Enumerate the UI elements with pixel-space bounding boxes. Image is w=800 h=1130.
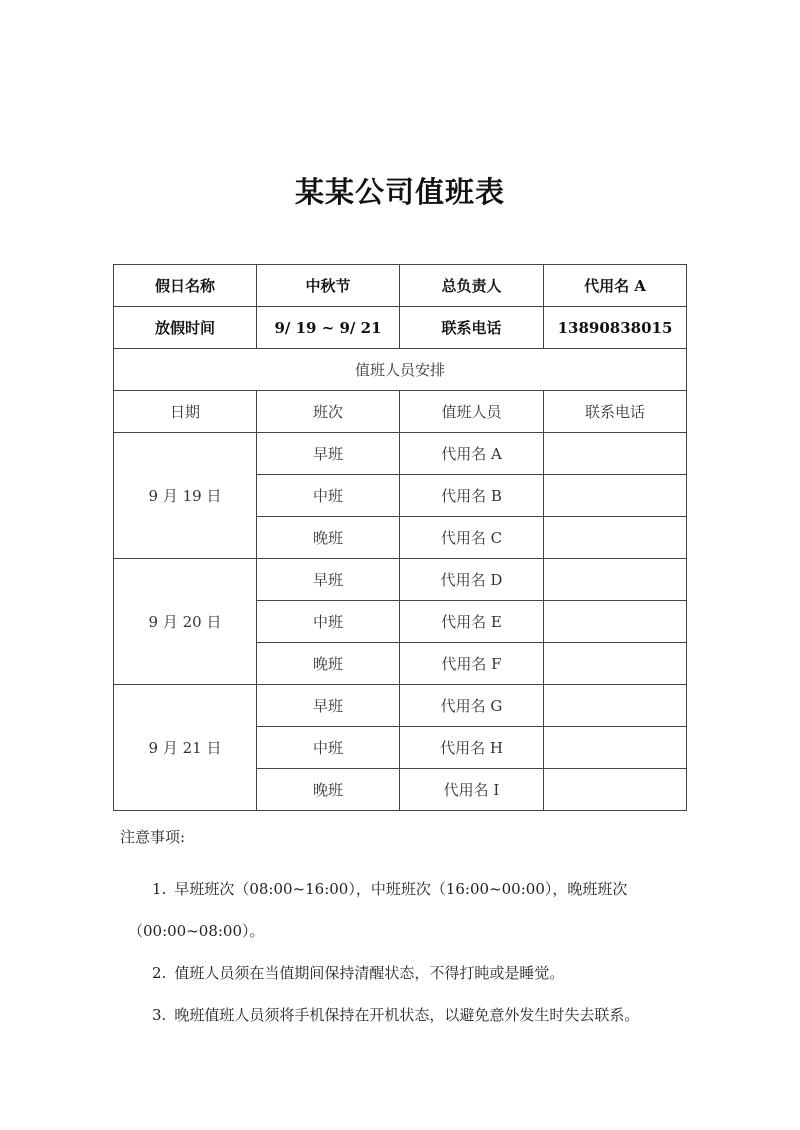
duty-table: [113, 264, 687, 811]
manager-value: 代用名 A: [544, 265, 687, 307]
holiday-value: 中秋节: [257, 265, 400, 307]
shift-cell: 中班: [257, 727, 400, 769]
page-title: 某某公司值班表: [294, 175, 505, 209]
table-row: [114, 685, 687, 727]
shift-cell: 晚班: [257, 769, 400, 811]
column-header-person: 值班人员: [400, 391, 544, 433]
shift-cell: 早班: [257, 433, 400, 475]
period-value: 9/ 19 ~ 9/ 21: [257, 307, 400, 349]
person-cell: 代用名 I: [400, 769, 544, 811]
column-header-row: [114, 391, 687, 433]
person-cell: 代用名 B: [400, 475, 544, 517]
person-cell: 代用名 H: [400, 727, 544, 769]
note-item: [120, 868, 690, 952]
person-cell: 代用名 E: [400, 601, 544, 643]
holiday-label: 假日名称: [114, 265, 257, 307]
phone-cell: [544, 643, 687, 685]
note-number: 2.: [152, 964, 167, 982]
date-cell: 9 月 21 日: [114, 685, 257, 811]
person-cell: 代用名 F: [400, 643, 544, 685]
manager-label: 总负责人: [400, 265, 544, 307]
note-text: 早班班次（08:00~16:00），中班班次（16:00~00:00），晚班班次: [174, 880, 628, 898]
date-cell: 9 月 19 日: [114, 433, 257, 559]
shift-cell: 晚班: [257, 517, 400, 559]
period-label: 放假时间: [114, 307, 257, 349]
shift-cell: 晚班: [257, 643, 400, 685]
phone-cell: [544, 517, 687, 559]
phone-value: 13890838015: [544, 307, 687, 349]
phone-cell: [544, 601, 687, 643]
person-cell: 代用名 A: [400, 433, 544, 475]
note-number: 3.: [152, 1006, 167, 1024]
column-header-phone: 联系电话: [544, 391, 687, 433]
section-title-row: [114, 349, 687, 391]
phone-cell: [544, 433, 687, 475]
person-cell: 代用名 G: [400, 685, 544, 727]
shift-cell: 中班: [257, 601, 400, 643]
info-row-holiday: [114, 265, 687, 307]
note-text-continued: （00:00~08:00）。: [128, 922, 265, 940]
note-item: [120, 994, 690, 1036]
section-title: 值班人员安排: [114, 349, 687, 391]
phone-label: 联系电话: [400, 307, 544, 349]
phone-cell: [544, 475, 687, 517]
column-header-shift: 班次: [257, 391, 400, 433]
table-row: [114, 433, 687, 475]
phone-cell: [544, 559, 687, 601]
phone-cell: [544, 769, 687, 811]
notes-section: [120, 826, 690, 1036]
note-number: 1.: [152, 880, 167, 898]
note-item: [120, 952, 690, 994]
table-row: [114, 559, 687, 601]
shift-cell: 早班: [257, 559, 400, 601]
notes-heading: 注意事项:: [120, 828, 186, 846]
person-cell: 代用名 D: [400, 559, 544, 601]
note-text: 晚班值班人员须将手机保持在开机状态，以避免意外发生时失去联系。: [174, 1006, 640, 1024]
phone-cell: [544, 727, 687, 769]
person-cell: 代用名 C: [400, 517, 544, 559]
shift-cell: 早班: [257, 685, 400, 727]
date-cell: 9 月 20 日: [114, 559, 257, 685]
phone-cell: [544, 685, 687, 727]
note-text: 值班人员须在当值期间保持清醒状态，不得打盹或是睡觉。: [174, 964, 565, 982]
info-row-period: [114, 307, 687, 349]
shift-cell: 中班: [257, 475, 400, 517]
column-header-date: 日期: [114, 391, 257, 433]
